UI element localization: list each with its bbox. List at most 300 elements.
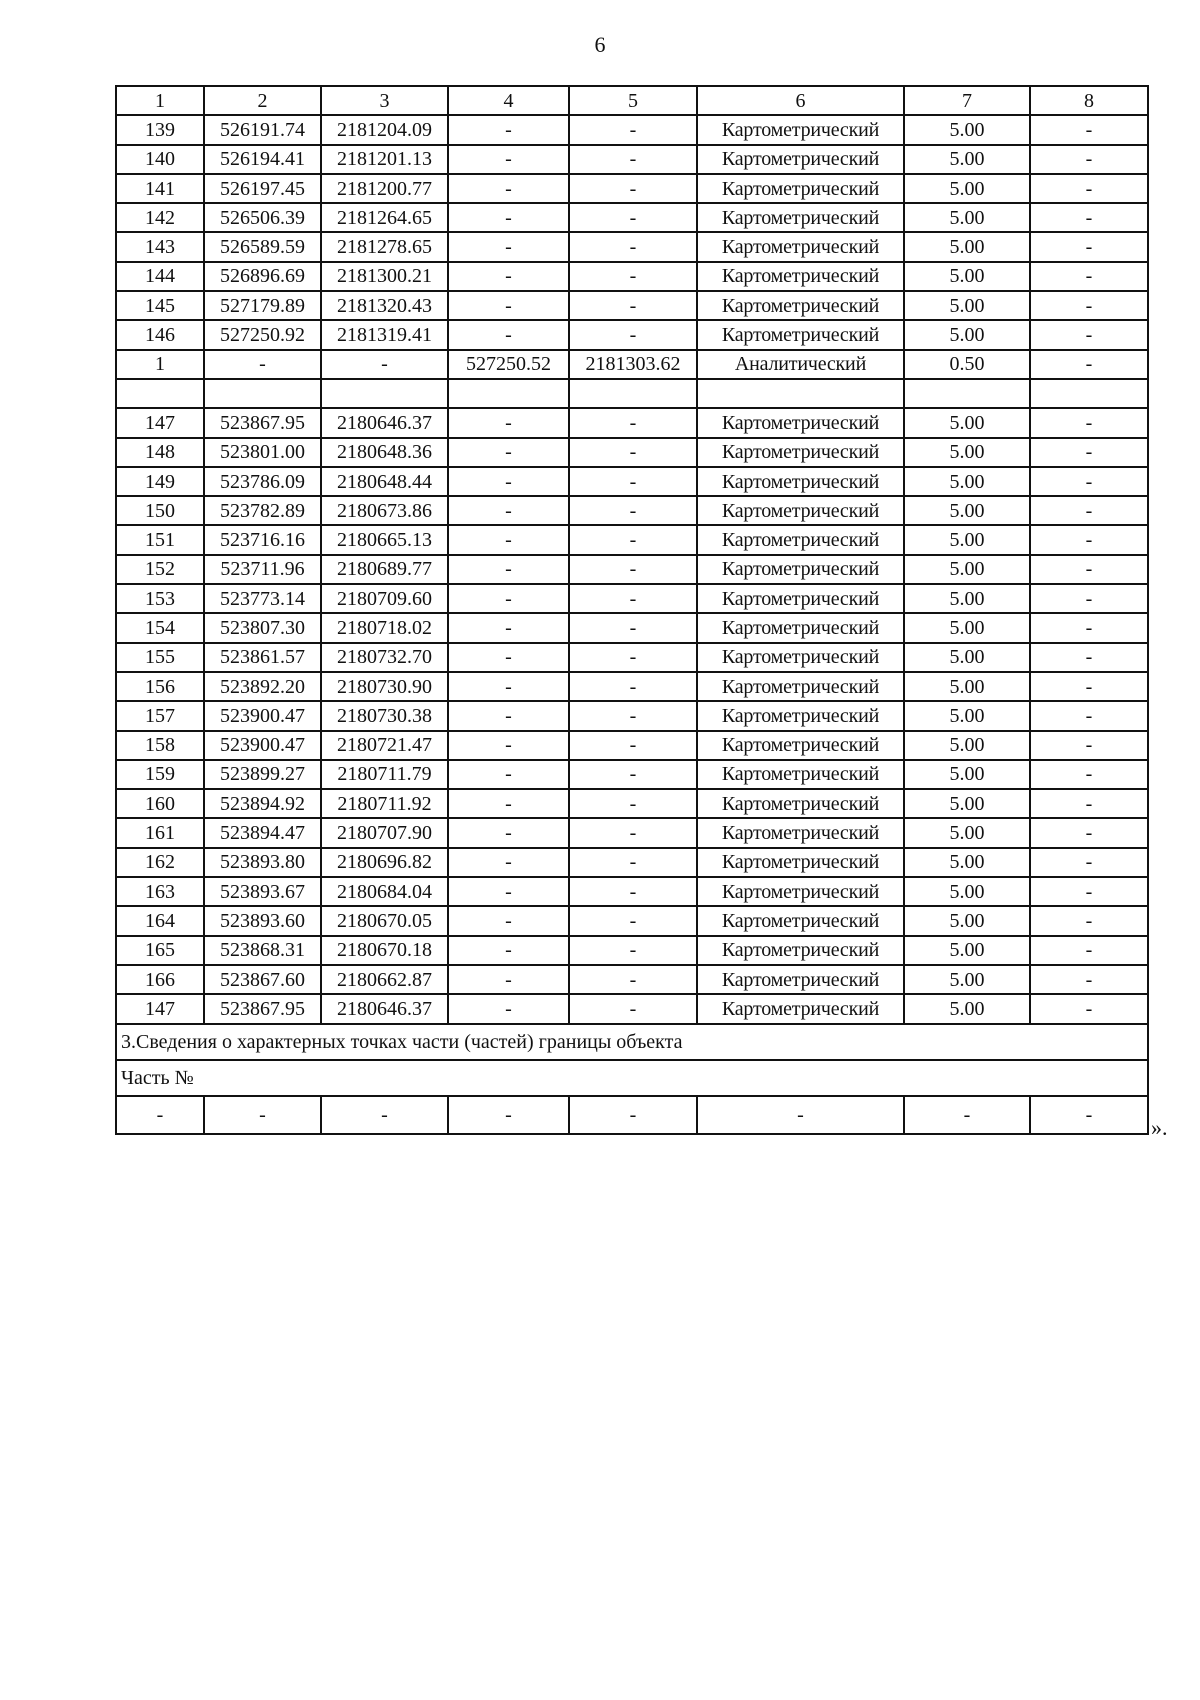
table-cell: 523900.47	[204, 731, 321, 760]
table-cell: 143	[116, 232, 204, 261]
table-cell: -	[448, 1096, 569, 1134]
table-cell: 2181303.62	[569, 350, 697, 379]
table-cell: Картометрический	[697, 203, 904, 232]
table-cell: -	[569, 291, 697, 320]
table-cell: -	[569, 203, 697, 232]
table-cell: -	[1030, 467, 1148, 496]
table-cell	[321, 379, 448, 408]
table-cell: -	[1030, 291, 1148, 320]
table-cell: -	[1030, 848, 1148, 877]
table-cell: 5.00	[904, 818, 1030, 847]
table-cell: 2180646.37	[321, 994, 448, 1023]
table-cell: -	[448, 145, 569, 174]
table-cell: 2180732.70	[321, 643, 448, 672]
table-cell: 142	[116, 203, 204, 232]
table-cell: -	[569, 467, 697, 496]
table-cell: -	[1030, 350, 1148, 379]
table-cell: Картометрический	[697, 232, 904, 261]
table-cell: -	[1030, 613, 1148, 642]
table-cell: -	[1030, 262, 1148, 291]
table-row	[116, 525, 1148, 554]
table-cell	[569, 379, 697, 408]
table-cell: 5.00	[904, 232, 1030, 261]
table-row	[116, 467, 1148, 496]
table-cell: -	[569, 408, 697, 437]
table-cell: 523711.96	[204, 555, 321, 584]
table-cell: 2181319.41	[321, 320, 448, 349]
table-cell: -	[1030, 203, 1148, 232]
table-cell: -	[116, 1096, 204, 1134]
header-cell: 1	[116, 86, 204, 115]
table-cell: 5.00	[904, 115, 1030, 144]
table-cell: 5.00	[904, 496, 1030, 525]
table-cell: Картометрический	[697, 643, 904, 672]
table-cell: -	[448, 115, 569, 144]
table-cell: Картометрический	[697, 291, 904, 320]
table-cell: -	[1030, 701, 1148, 730]
coordinates-table	[115, 85, 1149, 1135]
section-title: 3.Сведения о характерных точках части (частей) границы объекта	[116, 1024, 1148, 1060]
table-cell: 149	[116, 467, 204, 496]
table-cell: 523867.95	[204, 408, 321, 437]
table-cell: -	[448, 877, 569, 906]
table-cell: 2180670.05	[321, 906, 448, 935]
table-cell: 526197.45	[204, 174, 321, 203]
table-cell: 523716.16	[204, 525, 321, 554]
table-cell: -	[448, 467, 569, 496]
table-cell: 5.00	[904, 877, 1030, 906]
table-cell: -	[1030, 936, 1148, 965]
table-cell: -	[1030, 906, 1148, 935]
table-cell: -	[1030, 496, 1148, 525]
header-cell: 7	[904, 86, 1030, 115]
table-cell: 2180721.47	[321, 731, 448, 760]
table-cell: 523861.57	[204, 643, 321, 672]
table-cell: -	[448, 906, 569, 935]
header-cell: 3	[321, 86, 448, 115]
table-cell: 526896.69	[204, 262, 321, 291]
table-cell: Картометрический	[697, 555, 904, 584]
table-cell: 2181200.77	[321, 174, 448, 203]
table-cell: -	[1030, 672, 1148, 701]
part-label: Часть №	[116, 1060, 1148, 1096]
table-cell: Картометрический	[697, 408, 904, 437]
table-cell: Картометрический	[697, 584, 904, 613]
table-cell: 5.00	[904, 262, 1030, 291]
table-row	[116, 584, 1148, 613]
table-cell: 523782.89	[204, 496, 321, 525]
table-cell: 523899.27	[204, 760, 321, 789]
table-cell: -	[569, 672, 697, 701]
table-cell: Картометрический	[697, 848, 904, 877]
table-row	[116, 994, 1148, 1023]
table-cell: 2180711.92	[321, 789, 448, 818]
table-cell: 2180730.38	[321, 701, 448, 730]
table-cell: -	[569, 643, 697, 672]
table-cell: -	[448, 174, 569, 203]
table-cell: -	[569, 848, 697, 877]
table-cell: 2180648.36	[321, 438, 448, 467]
table-row	[116, 906, 1148, 935]
table-cell: Картометрический	[697, 936, 904, 965]
table-cell: -	[448, 262, 569, 291]
table-row	[116, 936, 1148, 965]
table-cell: Картометрический	[697, 525, 904, 554]
table-row	[116, 408, 1148, 437]
table-cell: 163	[116, 877, 204, 906]
table-cell: -	[448, 818, 569, 847]
table-cell: -	[1030, 1096, 1148, 1134]
table-cell: 5.00	[904, 906, 1030, 935]
table-row	[116, 701, 1148, 730]
table-cell: 2180707.90	[321, 818, 448, 847]
table-cell: -	[569, 965, 697, 994]
header-row	[116, 86, 1148, 115]
table-cell: -	[1030, 408, 1148, 437]
table-cell: -	[569, 789, 697, 818]
table-cell: 2180673.86	[321, 496, 448, 525]
table-cell: Картометрический	[697, 965, 904, 994]
table-cell: 162	[116, 848, 204, 877]
table-cell: -	[1030, 994, 1148, 1023]
table-cell: Картометрический	[697, 818, 904, 847]
table-cell: 5.00	[904, 467, 1030, 496]
table-row	[116, 555, 1148, 584]
table-cell: Картометрический	[697, 438, 904, 467]
table-row	[116, 818, 1148, 847]
table-cell: -	[904, 1096, 1030, 1134]
table-cell	[204, 379, 321, 408]
table-cell: 5.00	[904, 174, 1030, 203]
table-row	[116, 145, 1148, 174]
table-cell: -	[1030, 115, 1148, 144]
table-row	[116, 115, 1148, 144]
table-cell: 147	[116, 994, 204, 1023]
table-cell: 2180711.79	[321, 760, 448, 789]
table-cell: 5.00	[904, 848, 1030, 877]
table-cell: Картометрический	[697, 262, 904, 291]
table-cell: -	[569, 174, 697, 203]
table-row	[116, 291, 1148, 320]
table-cell: -	[1030, 320, 1148, 349]
table-cell: 147	[116, 408, 204, 437]
table-row	[116, 262, 1148, 291]
table-cell: Картометрический	[697, 467, 904, 496]
table-cell: -	[1030, 438, 1148, 467]
table-cell	[904, 379, 1030, 408]
table-cell: 5.00	[904, 438, 1030, 467]
table-cell: Картометрический	[697, 760, 904, 789]
table-cell: Картометрический	[697, 789, 904, 818]
table-cell: -	[1030, 877, 1148, 906]
table-cell: -	[569, 906, 697, 935]
table-cell: 166	[116, 965, 204, 994]
table-row	[116, 613, 1148, 642]
table-cell: 2180689.77	[321, 555, 448, 584]
table-cell: 523773.14	[204, 584, 321, 613]
table-cell: 2181300.21	[321, 262, 448, 291]
table-cell: 1	[116, 350, 204, 379]
table-cell: -	[569, 115, 697, 144]
table-cell: 5.00	[904, 203, 1030, 232]
table-cell: 523893.67	[204, 877, 321, 906]
table-cell: 5.00	[904, 145, 1030, 174]
table-cell: 5.00	[904, 965, 1030, 994]
table-cell: 527250.92	[204, 320, 321, 349]
table-cell	[116, 379, 204, 408]
table-row	[116, 672, 1148, 701]
table-cell: 5.00	[904, 320, 1030, 349]
table-cell: -	[448, 203, 569, 232]
table-cell: Аналитический	[697, 350, 904, 379]
table-cell: -	[569, 731, 697, 760]
table-row	[116, 731, 1148, 760]
table-cell: 2181264.65	[321, 203, 448, 232]
table-cell: 2180646.37	[321, 408, 448, 437]
table-cell: -	[321, 1096, 448, 1134]
table-cell: -	[569, 1096, 697, 1134]
table-cell: 5.00	[904, 584, 1030, 613]
table-cell: 523867.95	[204, 994, 321, 1023]
table-cell: 5.00	[904, 408, 1030, 437]
table-cell: 5.00	[904, 701, 1030, 730]
part-label-row	[116, 1060, 1148, 1096]
table-cell: 526589.59	[204, 232, 321, 261]
table-cell	[697, 379, 904, 408]
table-cell: -	[448, 291, 569, 320]
table-cell: -	[569, 936, 697, 965]
header-cell: 2	[204, 86, 321, 115]
table-cell: -	[204, 1096, 321, 1134]
table-cell: -	[448, 320, 569, 349]
table-cell: -	[569, 320, 697, 349]
table-cell: 160	[116, 789, 204, 818]
table-cell: -	[448, 232, 569, 261]
table-row	[116, 232, 1148, 261]
table-cell: -	[448, 643, 569, 672]
table-cell: Картометрический	[697, 115, 904, 144]
table-row	[116, 203, 1148, 232]
table-cell: 523786.09	[204, 467, 321, 496]
table-cell: -	[569, 613, 697, 642]
table-cell: Картометрический	[697, 877, 904, 906]
table-cell: 5.00	[904, 760, 1030, 789]
table-cell: -	[448, 408, 569, 437]
table-cell: 140	[116, 145, 204, 174]
table-cell: -	[1030, 643, 1148, 672]
table-cell: 5.00	[904, 291, 1030, 320]
table-cell: 150	[116, 496, 204, 525]
table-cell: 148	[116, 438, 204, 467]
table-cell: 139	[116, 115, 204, 144]
table-cell: 2180684.04	[321, 877, 448, 906]
table-cell: 145	[116, 291, 204, 320]
table-cell: 144	[116, 262, 204, 291]
table-row	[116, 350, 1148, 379]
table-cell: -	[569, 438, 697, 467]
section-title-row	[116, 1024, 1148, 1060]
table-cell: 2181320.43	[321, 291, 448, 320]
table-cell: -	[569, 877, 697, 906]
table-cell: 2180662.87	[321, 965, 448, 994]
table-cell: -	[448, 525, 569, 554]
part-points-row	[116, 1096, 1148, 1134]
table-cell: 151	[116, 525, 204, 554]
table-cell: 2181204.09	[321, 115, 448, 144]
table-cell: 523893.60	[204, 906, 321, 935]
table-cell: 5.00	[904, 731, 1030, 760]
table-cell: -	[448, 438, 569, 467]
table-cell: 5.00	[904, 613, 1030, 642]
table-cell: Картометрический	[697, 145, 904, 174]
table-cell: 526506.39	[204, 203, 321, 232]
table-cell: 523807.30	[204, 613, 321, 642]
table-cell: -	[569, 262, 697, 291]
closing-quote: ».	[1151, 1115, 1168, 1140]
table-cell: -	[448, 496, 569, 525]
table-cell: 5.00	[904, 525, 1030, 554]
table-cell: 526194.41	[204, 145, 321, 174]
table-cell: 152	[116, 555, 204, 584]
table-cell: 5.00	[904, 672, 1030, 701]
table-cell: Картометрический	[697, 613, 904, 642]
table-cell: -	[1030, 232, 1148, 261]
table-row	[116, 496, 1148, 525]
table-cell: 2180709.60	[321, 584, 448, 613]
page-number: 6	[594, 32, 606, 57]
table-cell: 2181201.13	[321, 145, 448, 174]
table-cell: 523894.47	[204, 818, 321, 847]
table-cell: 523867.60	[204, 965, 321, 994]
table-cell: 523892.20	[204, 672, 321, 701]
table-cell: 2180696.82	[321, 848, 448, 877]
table-cell: -	[1030, 818, 1148, 847]
table-cell: Картометрический	[697, 320, 904, 349]
table-cell: -	[569, 701, 697, 730]
table-cell: -	[569, 145, 697, 174]
table-cell: -	[448, 701, 569, 730]
table-cell: 161	[116, 818, 204, 847]
table-cell: 165	[116, 936, 204, 965]
table-row	[116, 848, 1148, 877]
table-cell: 155	[116, 643, 204, 672]
table-cell: -	[1030, 731, 1148, 760]
table-row	[116, 789, 1148, 818]
table-cell: 5.00	[904, 643, 1030, 672]
table-cell: 526191.74	[204, 115, 321, 144]
table-cell: 141	[116, 174, 204, 203]
table-cell: 2181278.65	[321, 232, 448, 261]
table-cell: 5.00	[904, 994, 1030, 1023]
table-cell: 158	[116, 731, 204, 760]
table-cell: 146	[116, 320, 204, 349]
table-cell: 523900.47	[204, 701, 321, 730]
table-cell: -	[1030, 145, 1148, 174]
table-cell: -	[569, 496, 697, 525]
table-cell: -	[697, 1096, 904, 1134]
table-cell: -	[448, 994, 569, 1023]
header-cell: 5	[569, 86, 697, 115]
table-cell: 2180730.90	[321, 672, 448, 701]
table-cell	[1030, 379, 1148, 408]
table-row	[116, 438, 1148, 467]
table-cell: -	[448, 672, 569, 701]
table-cell: -	[569, 760, 697, 789]
table-row	[116, 174, 1148, 203]
table-cell: 523868.31	[204, 936, 321, 965]
table-cell: 2180670.18	[321, 936, 448, 965]
table-cell: Картометрический	[697, 496, 904, 525]
table-cell: 5.00	[904, 789, 1030, 818]
table-cell: -	[569, 994, 697, 1023]
table-cell: 154	[116, 613, 204, 642]
table-cell: -	[448, 584, 569, 613]
table-cell: -	[448, 731, 569, 760]
table-row	[116, 877, 1148, 906]
table-cell: -	[448, 613, 569, 642]
table-cell: -	[1030, 965, 1148, 994]
table-row	[116, 760, 1148, 789]
table-cell: Картометрический	[697, 731, 904, 760]
table-cell: Картометрический	[697, 994, 904, 1023]
table-cell: Картометрический	[697, 174, 904, 203]
table-cell: -	[448, 965, 569, 994]
table-cell: 5.00	[904, 936, 1030, 965]
table-cell: -	[1030, 555, 1148, 584]
table-cell: -	[204, 350, 321, 379]
table-cell: 164	[116, 906, 204, 935]
table-row	[116, 965, 1148, 994]
table-cell: -	[448, 848, 569, 877]
table-cell: 159	[116, 760, 204, 789]
table-cell: -	[1030, 789, 1148, 818]
table-row	[116, 643, 1148, 672]
table-cell: -	[321, 350, 448, 379]
table-cell: -	[448, 789, 569, 818]
table-cell: 527179.89	[204, 291, 321, 320]
table-cell: -	[448, 936, 569, 965]
header-cell: 8	[1030, 86, 1148, 115]
table-cell: -	[569, 818, 697, 847]
table-cell: -	[569, 232, 697, 261]
table-cell: -	[448, 760, 569, 789]
table-cell: 0.50	[904, 350, 1030, 379]
table-cell: 2180718.02	[321, 613, 448, 642]
table-cell: 523893.80	[204, 848, 321, 877]
table-cell: -	[569, 584, 697, 613]
table-cell: 523894.92	[204, 789, 321, 818]
table-cell: -	[448, 555, 569, 584]
table-cell: -	[1030, 760, 1148, 789]
table-cell: -	[1030, 174, 1148, 203]
table-cell: Картометрический	[697, 906, 904, 935]
table-cell: 5.00	[904, 555, 1030, 584]
header-cell: 4	[448, 86, 569, 115]
table-cell: 2180648.44	[321, 467, 448, 496]
table-cell: 156	[116, 672, 204, 701]
table-cell: 527250.52	[448, 350, 569, 379]
header-cell: 6	[697, 86, 904, 115]
table-cell: 2180665.13	[321, 525, 448, 554]
table-cell: -	[1030, 525, 1148, 554]
table-cell: Картометрический	[697, 701, 904, 730]
table-cell	[448, 379, 569, 408]
table-row-empty	[116, 379, 1148, 408]
table-cell: Картометрический	[697, 672, 904, 701]
table-cell: -	[1030, 584, 1148, 613]
table-row	[116, 320, 1148, 349]
table-cell: 157	[116, 701, 204, 730]
